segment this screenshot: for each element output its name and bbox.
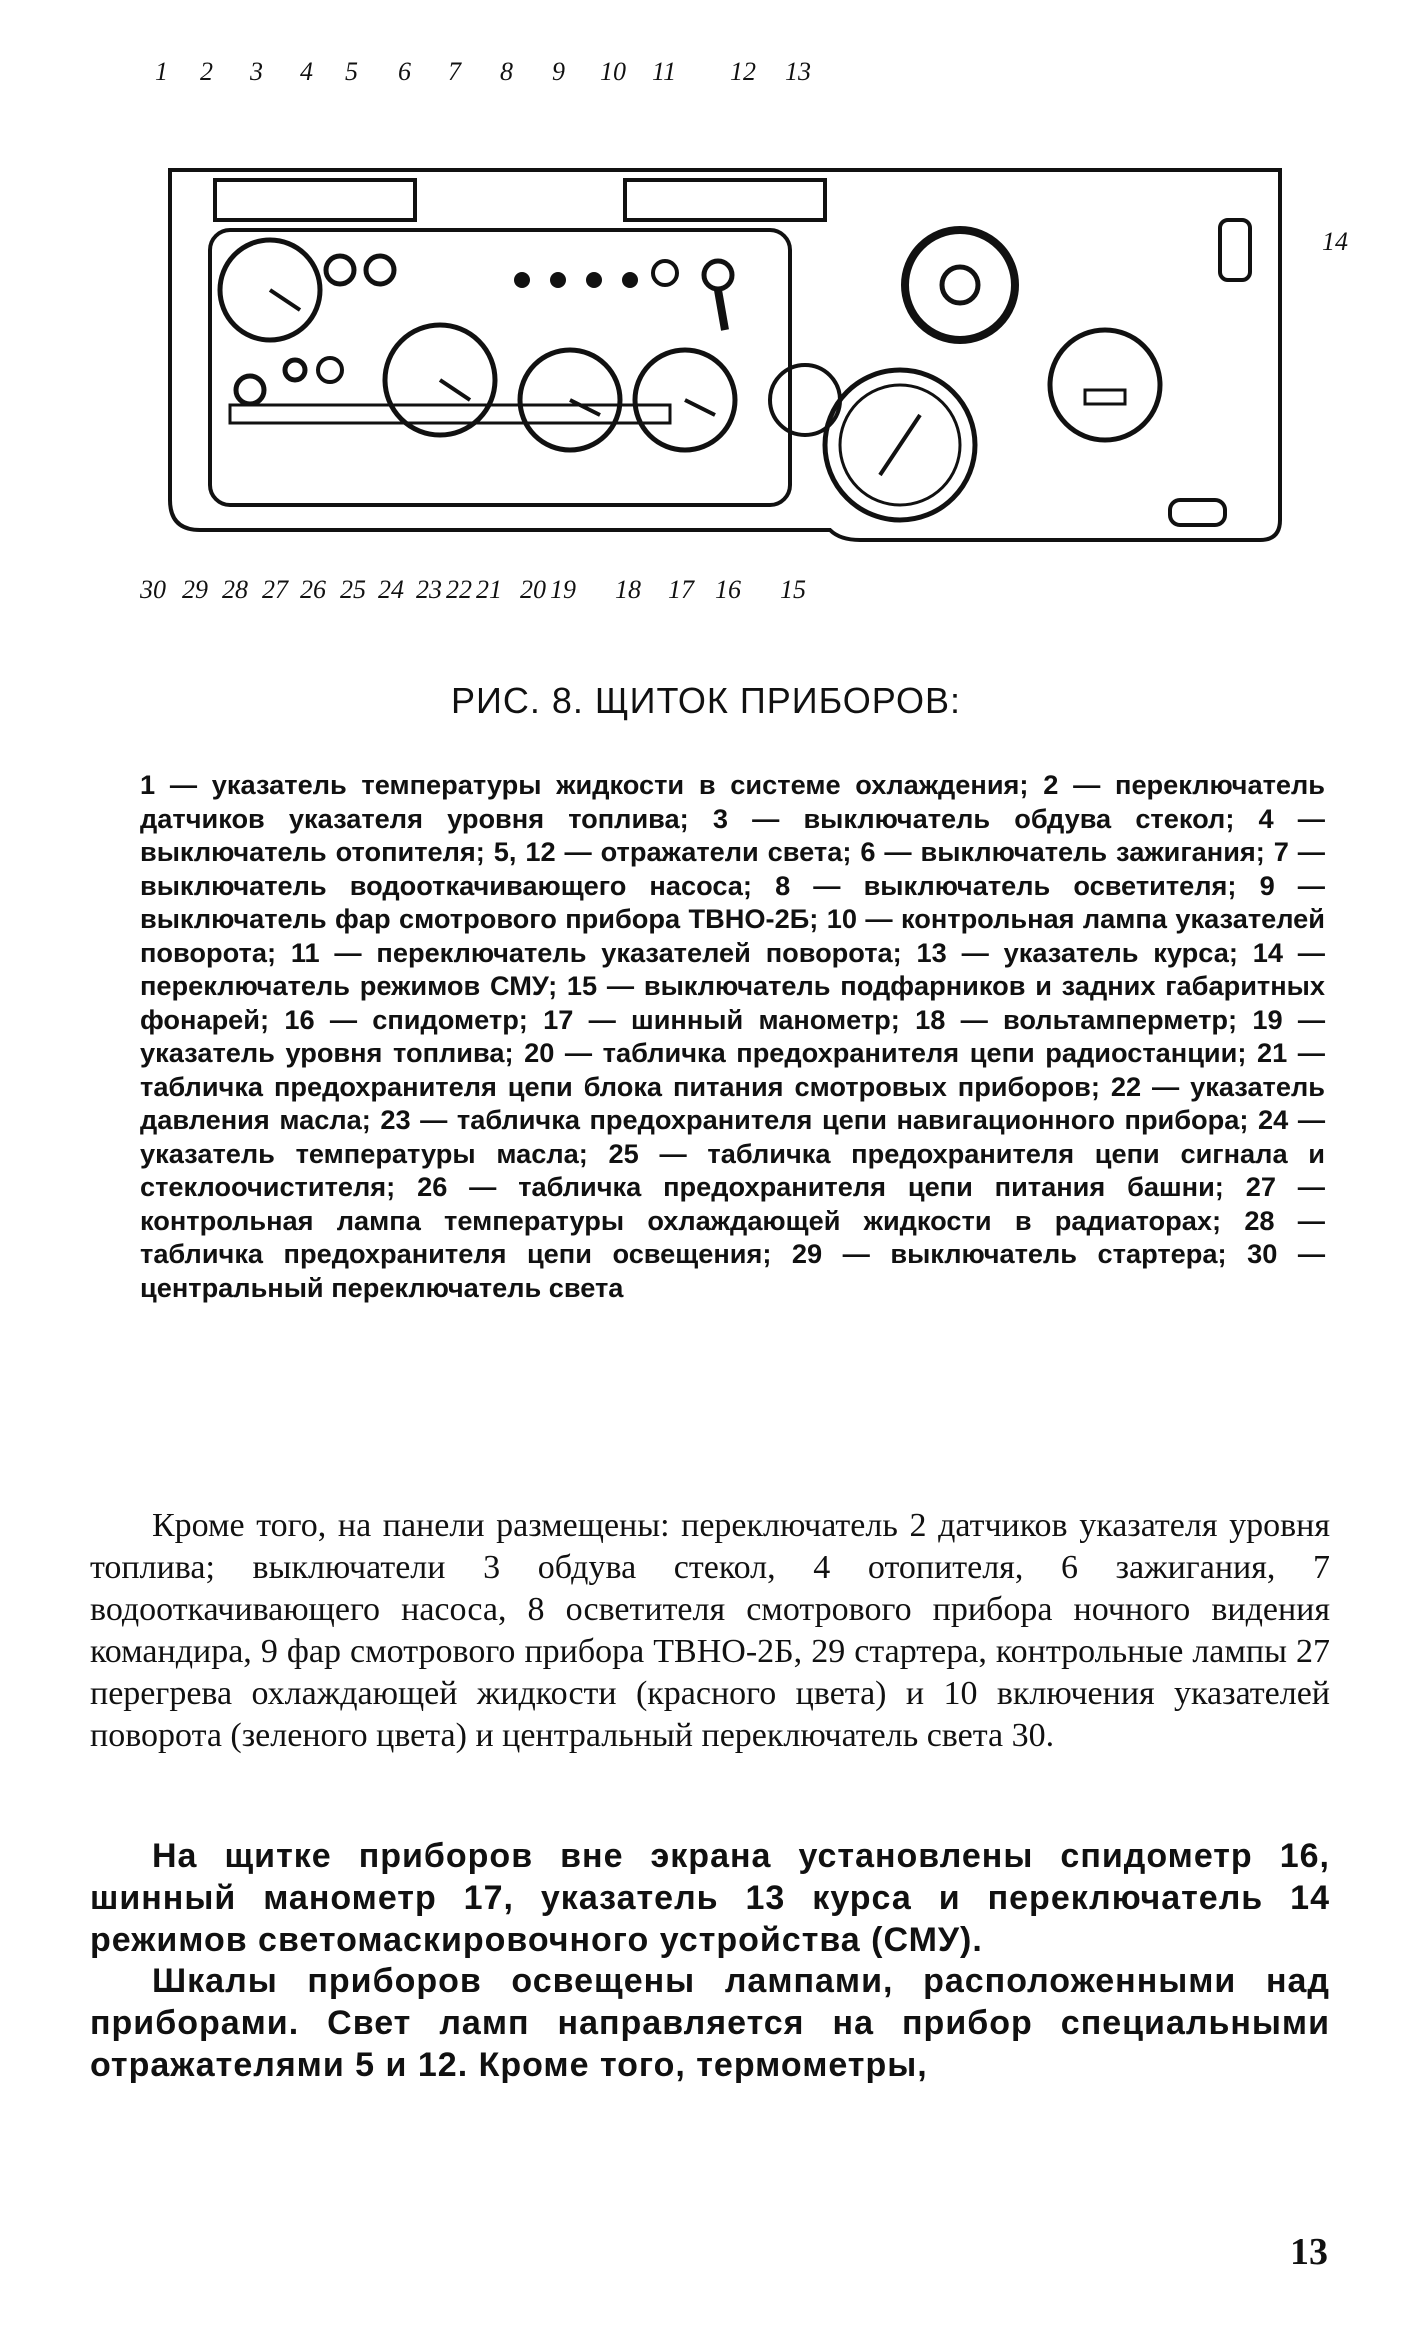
- callout-25: 25: [340, 575, 366, 604]
- legend-item: 4 — выключатель отопителя;: [140, 802, 1325, 867]
- legend-item: 13 — указатель курса;: [916, 936, 1253, 968]
- callout-11: 11: [652, 57, 677, 86]
- callout-28: 28: [222, 575, 248, 604]
- legend-item: 18 — вольтамперметр;: [915, 1003, 1253, 1035]
- legend-item: 28 — табличка предохранителя цепи освещения;: [140, 1204, 1325, 1269]
- switch-6: [514, 272, 530, 288]
- callout-6: 6: [398, 57, 411, 86]
- legend-item: 3 — выключатель обдува стекол;: [712, 802, 1259, 834]
- instrument-panel-figure: [140, 57, 1348, 620]
- callout-13: 13: [785, 57, 811, 86]
- switch-29: [285, 360, 305, 380]
- paragraph-text: Кроме того, на панели размещены: переключатель 2 датчиков указателя уровня топлива; выключатели 3 обдува стекол, 4 отопителя, 6 зажигания, 7 водооткачивающего насоса, 8 осветителя смотрового прибора ночного видения командира, 9 фар смотрового прибора ТВНО-2Б, 29 стартера, контрольные лампы 27 перегрева охлаждающей жидкости (красного цвета) и 10 включения указателей поворота (зеленого цвета) и центральный переключатель света 30.: [90, 1507, 1330, 1754]
- figure-legend: [140, 768, 1325, 1304]
- callout-16: 16: [715, 575, 741, 604]
- callout-23: 23: [416, 575, 442, 604]
- legend-item: 27 — контрольная лампа температуры охлаждающей жидкости в радиаторах;: [140, 1171, 1325, 1236]
- callout-4: 4: [300, 57, 313, 86]
- top-callouts: [155, 57, 811, 86]
- callout-15: 15: [780, 575, 806, 604]
- legend-item: 9 — выключатель фар смотрового прибора ТВНО-2Б;: [140, 869, 1325, 934]
- legend-item: 20 — табличка предохранителя цепи радиостанции;: [524, 1037, 1257, 1068]
- legend-item: 2 — переключатель датчиков указателя уровня топлива;: [140, 769, 1326, 834]
- callout-1: 1: [155, 57, 168, 86]
- legend-item: 25 — табличка предохранителя цепи сигнала и стеклоочистителя;: [140, 1137, 1326, 1202]
- switch-11: [704, 261, 732, 289]
- switch-7: [550, 272, 566, 288]
- switch-9: [622, 272, 638, 288]
- legend-item: 26 — табличка предохранителя цепи питания башни;: [417, 1171, 1246, 1202]
- callout-9: 9: [552, 57, 565, 86]
- lamp-27: [318, 358, 342, 382]
- speedometer-16: [1050, 330, 1160, 440]
- course-indicator-13: [905, 230, 1015, 340]
- panel-outline: [170, 170, 1280, 540]
- legend-item: 5, 12 — отражатели света;: [493, 836, 861, 867]
- callout-19: 19: [550, 575, 576, 604]
- callout-5: 5: [345, 57, 358, 86]
- switch-14: [1220, 220, 1250, 280]
- paragraph-1: [90, 1505, 1330, 1757]
- callout-26: 26: [300, 575, 326, 604]
- legend-item: 7 — выключатель водооткачивающего насоса;: [140, 836, 1325, 901]
- callout-22: 22: [446, 575, 472, 604]
- callout-12: 12: [730, 57, 756, 86]
- legend-item: 1 — указатель температуры жидкости в системе охлаждения;: [140, 769, 1044, 800]
- callout-3: 3: [250, 57, 263, 86]
- callout-20: 20: [520, 575, 546, 604]
- legend-item: 16 — спидометр;: [284, 1003, 544, 1035]
- legend-item: 10 — контрольная лампа указателей поворота;: [140, 903, 1325, 968]
- callout-21: 21: [476, 575, 502, 604]
- legend-item: 19 — указатель уровня топлива;: [140, 1003, 1326, 1068]
- callout-8: 8: [500, 57, 513, 86]
- legend-item: 17 — шинный манометр;: [543, 1003, 916, 1035]
- page-number: 13: [1290, 2231, 1328, 2273]
- legend-item: 14 — переключатель режимов СМУ;: [140, 936, 1325, 1001]
- callout-24: 24: [378, 575, 404, 604]
- callout-30: 30: [140, 575, 166, 604]
- callout-27: 27: [262, 575, 288, 604]
- switch-8: [586, 272, 602, 288]
- fuse-strip: [230, 405, 670, 423]
- callout-2: 2: [200, 57, 213, 86]
- callout-29: 29: [182, 575, 208, 604]
- legend-item: 15 — выключатель подфарников и задних габаритных фонарей;: [140, 970, 1325, 1035]
- figure-caption-title: РИС. 8. ЩИТОК ПРИБОРОВ:: [450, 680, 962, 721]
- legend-item: 6 — выключатель зажигания;: [860, 836, 1274, 867]
- lamp-10: [653, 261, 677, 285]
- switch-30: [236, 376, 264, 404]
- paragraph-text: Шкалы приборов освещены лампами, расположенными над приборами. Свет ламп направляется на прибор специальными отражателями 5 и 12. Кроме того, термометры,: [90, 1962, 1330, 2084]
- legend-item: 23 — табличка предохранителя цепи навигационного прибора;: [380, 1104, 1259, 1135]
- callout-18: 18: [615, 575, 641, 604]
- legend-item: 11 — переключатель указателей поворота;: [290, 936, 917, 968]
- switch-15: [1170, 500, 1225, 525]
- bottom-callouts: [139, 575, 806, 604]
- reflector-5: [215, 180, 415, 220]
- callout-14: 14: [1322, 227, 1348, 256]
- legend-item: 21 — табличка предохранителя цепи блока питания смотровых приборов;: [140, 1037, 1325, 1102]
- legend-item: 29 — выключатель стартера;: [791, 1238, 1248, 1269]
- legend-item: 30 — центральный переключатель света: [140, 1238, 1326, 1303]
- callout-10: 10: [600, 57, 626, 86]
- switch-3: [326, 256, 354, 284]
- legend-item: 22 — указатель давления масла;: [140, 1070, 1325, 1135]
- reflector-12: [625, 180, 825, 220]
- callout-7: 7: [448, 57, 461, 86]
- paragraph-2: [90, 1835, 1330, 1961]
- switch-4: [366, 256, 394, 284]
- legend-item: 8 — выключатель осветителя;: [775, 869, 1260, 901]
- callout-17: 17: [668, 575, 694, 604]
- legend-item: 24 — указатель температуры масла;: [140, 1104, 1326, 1169]
- paragraph-3: [90, 1960, 1330, 2086]
- paragraph-text: На щитке приборов вне экрана установлены спидометр 16, шинный манометр 17, указатель 13 курса и переключатель 14 режимов светомаскировочного устройства (СМУ).: [90, 1837, 1330, 1959]
